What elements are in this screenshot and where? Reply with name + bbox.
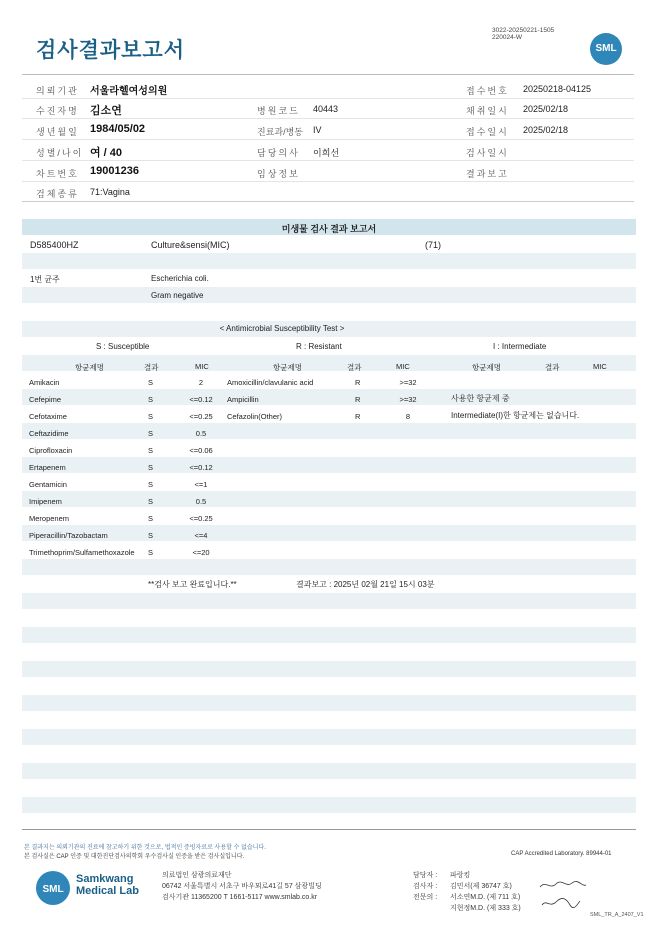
chart-no-label: 차트번호 (36, 169, 79, 179)
test-code: D585400HZ (30, 240, 79, 250)
drug-result: S (148, 497, 154, 506)
svg-text:SML: SML (42, 884, 64, 895)
drug-mic: 0.5 (195, 429, 207, 438)
stripe (22, 389, 636, 405)
drug-mic: >=32 (399, 395, 417, 404)
signature-2-icon (540, 896, 582, 915)
drug-result: S (148, 480, 154, 489)
drug-name: Cefepime (29, 395, 62, 404)
sex-age-label: 성별/나이 (36, 148, 84, 158)
drug-mic: <=20 (192, 548, 210, 557)
col-mic-header: MIC (593, 362, 607, 371)
stripe (22, 797, 636, 813)
receipt-date-label: 접수일시 (466, 127, 509, 137)
stripe (22, 627, 636, 643)
dob-value: 1984/05/02 (90, 123, 146, 135)
legend-resistant: R : Resistant (296, 342, 342, 351)
ast-title: < Antimicrobial Susceptibility Test > (219, 324, 345, 333)
drug-result: R (355, 378, 361, 387)
hospital-label: 의뢰기관 (36, 86, 79, 96)
dob-label: 생년월일 (36, 127, 79, 137)
col-mic-header: MIC (396, 362, 410, 371)
drug-result: S (148, 395, 154, 404)
clinical-info-label: 임상정보 (257, 169, 300, 179)
drug-result: S (148, 378, 154, 387)
receipt-no-value: 20250218-04125 (523, 84, 592, 94)
intermediate-note-2: Intermediate(I)한 항균제는 없습니다. (451, 411, 580, 420)
row-divider (22, 201, 634, 202)
report-section-title: 미생물 검사 결과 보고서 (281, 224, 377, 234)
drug-mic: <=0.25 (189, 412, 213, 421)
report-time: 결과보고 : 2025년 02월 21일 15시 03분 (296, 580, 435, 589)
dept-label: 진료과/병동 (257, 127, 303, 137)
report-complete: **검사 보고 완료입니다.** (148, 580, 237, 589)
drug-mic: <=0.12 (189, 395, 213, 404)
stripe (22, 287, 636, 303)
col-drug-header: 항균제명 (273, 363, 302, 372)
doctor-label: 담당의사 (257, 148, 300, 158)
sex-age-value: 여 / 40 (90, 147, 123, 159)
drug-result: S (148, 514, 154, 523)
drug-mic: 2 (198, 378, 204, 387)
stripe (22, 457, 636, 473)
stripe (22, 559, 636, 575)
stripe (22, 729, 636, 745)
row-divider (22, 98, 634, 99)
stripe (22, 661, 636, 677)
drug-name: Amikacin (29, 378, 60, 387)
drug-name: Ertapenem (29, 463, 66, 472)
drug-result: R (355, 395, 361, 404)
row-divider (22, 160, 634, 161)
organism-name: Escherichia coli. (151, 274, 209, 283)
stripe (22, 695, 636, 711)
intermediate-note-1: 사용한 항균제 중 (451, 394, 510, 403)
drug-name: Cefazolin(Other) (227, 412, 283, 421)
collect-date-label: 채취일시 (466, 106, 509, 116)
drug-mic: <=1 (194, 480, 208, 489)
drug-mic: <=0.25 (189, 514, 213, 523)
report-label: 결과보고 (466, 169, 509, 179)
receipt-no-label: 접수번호 (466, 86, 509, 96)
header-divider (22, 74, 634, 75)
drug-mic: 0.5 (195, 497, 207, 506)
specimen-label: 검체종류 (36, 189, 79, 199)
stripe (22, 253, 636, 269)
drug-result: S (148, 531, 154, 540)
test-number: (71) (425, 240, 442, 250)
dept-value: IV (313, 125, 322, 135)
chart-no-value: 19001236 (90, 165, 139, 177)
drug-name: Cefotaxime (29, 412, 67, 421)
drug-mic: <=4 (194, 531, 208, 540)
sml-logo: SML (590, 33, 622, 65)
drug-mic: 8 (405, 412, 411, 421)
specimen-value: 71:Vagina (90, 187, 130, 197)
receipt-date-value: 2025/02/18 (523, 125, 569, 135)
staff-labels: 담당자 : 검사자 : 전문의 : (413, 872, 438, 901)
stripe (22, 763, 636, 779)
collect-date-value: 2025/02/18 (523, 104, 569, 114)
hospital-code-label: 병원코드 (257, 106, 300, 116)
stripe (22, 355, 636, 371)
document-id: 3022-20250221-1505 220024-W (492, 27, 555, 41)
samkwang-logo-icon (36, 871, 70, 905)
name-value: 김소연 (90, 105, 122, 117)
stripe (22, 525, 636, 541)
test-name: Culture&sensi(MIC) (151, 240, 230, 250)
drug-name: Meropenem (29, 514, 70, 523)
drug-mic: <=0.06 (189, 446, 213, 455)
legend-intermediate: I : Intermediate (493, 342, 547, 351)
col-mic-header: MIC (195, 362, 209, 371)
page-title: 검사결과보고서 (36, 39, 186, 62)
staff-names: 파랑킹 김민서(제 36747 호) 서소연M.D. (제 711 호) 지현정M.D. (제 333 호) (450, 872, 521, 912)
organism-label: 1번 균주 (30, 275, 60, 284)
col-result-header: 결과 (347, 363, 362, 372)
drug-name: Amoxicillin/clavulanic acid (227, 378, 314, 387)
drug-name: Gentamicin (29, 480, 67, 489)
drug-name: Piperacillin/Tazobactam (29, 531, 108, 540)
brand-name: Samkwang Medical Lab (76, 873, 139, 897)
footer-note-1: 본 결과지는 의뢰기관의 진료에 참고하기 위한 것으로, 법적인 증빙자료로 사용할 수 없습니다. (24, 845, 266, 851)
organism-gram: Gram negative (151, 291, 204, 300)
col-result-header: 결과 (144, 363, 159, 372)
form-code: SML_TR_A_2407_V1 (590, 912, 644, 918)
row-divider (22, 139, 634, 140)
drug-mic: <=0.12 (189, 463, 213, 472)
name-label: 수진자명 (36, 106, 79, 116)
cap-accreditation: CAP Accredited Laboratory. 89944-01 (511, 851, 612, 857)
drug-result: S (148, 548, 154, 557)
drug-result: S (148, 412, 154, 421)
signature-1-icon (538, 878, 588, 896)
drug-result: S (148, 446, 154, 455)
col-result-header: 결과 (545, 363, 560, 372)
test-date-label: 검사일시 (466, 148, 509, 158)
stripe (22, 593, 636, 609)
row-divider (22, 181, 634, 182)
legend-susceptible: S : Susceptible (96, 342, 150, 351)
doctor-value: 이희선 (313, 148, 340, 158)
drug-mic: >=32 (399, 378, 417, 387)
drug-name: Ciprofloxacin (29, 446, 73, 455)
footer-note-2: 본 검사실은 CAP 인증 및 대한진단검사의학회 우수검사실 인증을 받은 검사실입니다. (24, 854, 245, 860)
drug-name: Imipenem (29, 497, 62, 506)
drug-result: R (355, 412, 361, 421)
drug-name: Trimethoprim/Sulfamethoxazole (29, 548, 135, 557)
stripe (22, 423, 636, 439)
stripe (22, 491, 636, 507)
row-divider (22, 118, 634, 119)
col-drug-header: 항균제명 (75, 363, 104, 372)
drug-name: Ceftazidime (29, 429, 69, 438)
hospital-value: 서울라헬여성의원 (90, 86, 168, 97)
col-drug-header: 항균제명 (472, 363, 501, 372)
hospital-code-value: 40443 (313, 104, 339, 114)
drug-result: S (148, 463, 154, 472)
footer-divider (22, 829, 636, 830)
drug-name: Ampicillin (227, 395, 259, 404)
lab-info: 의료법인 삼광의료재단 06742 서울특별시 서초구 바우뫼로41길 57 삼광빌딩 검사기관 11365200 T 1661-5117 www.smlab.co.kr (162, 872, 322, 901)
drug-result: S (148, 429, 154, 438)
